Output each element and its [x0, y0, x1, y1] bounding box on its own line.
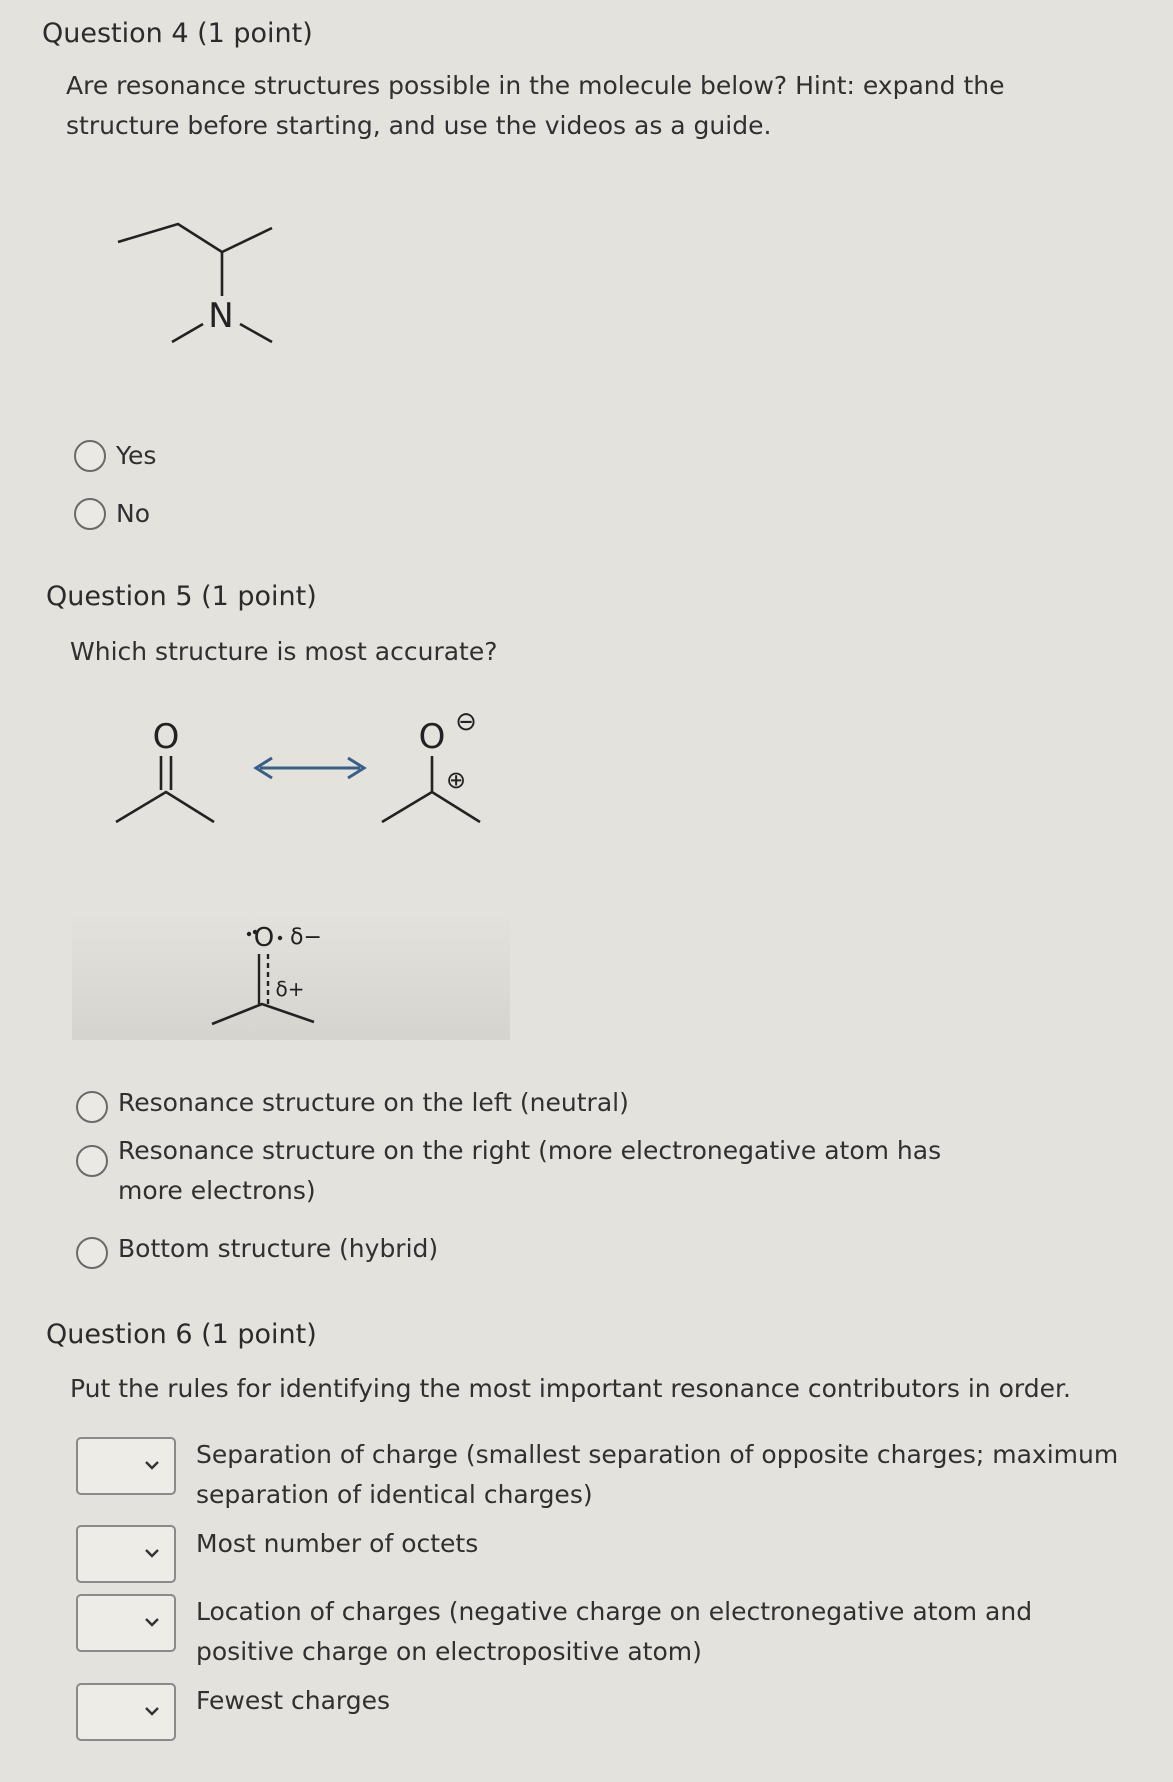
q5-radio-left[interactable]: [76, 1091, 108, 1123]
q5-resonance-diagram: [100, 700, 520, 840]
chevron-down-icon: [140, 1610, 164, 1634]
q5-delta-plus: δ+: [275, 977, 305, 1001]
question-5-title: Question 5 (1 point): [46, 581, 317, 612]
q5-option-left[interactable]: [76, 1083, 978, 1123]
q5-right-skeleton: [382, 792, 480, 822]
rule-order-select-1[interactable]: [76, 1437, 176, 1495]
rule-label-fewest-charges: Fewest charges: [196, 1686, 391, 1715]
q5-option-right-label: Resonance structure on the right (more electronegative atom has more electrons): [118, 1136, 942, 1205]
q5-option-hybrid-label: Bottom structure (hybrid): [118, 1234, 439, 1263]
q5-hybrid-diagram: [200, 910, 360, 1030]
rule-order-select-3[interactable]: [76, 1594, 176, 1652]
lone-pair-dot: [278, 936, 282, 940]
rule-label-separation-of-charge: Separation of charge (smallest separation of opposite charges; maximum separation of identical charges): [196, 1440, 1119, 1509]
q5-hybrid-oxygen: O: [253, 923, 275, 953]
rule-order-select-4[interactable]: [76, 1683, 176, 1741]
q5-option-hybrid[interactable]: [76, 1229, 978, 1269]
q4-option-no-label: No: [116, 499, 150, 528]
question-6-title: Question 6 (1 point): [46, 1319, 317, 1350]
q5-positive-charge: ⊕: [445, 766, 467, 794]
chevron-down-icon: [140, 1453, 164, 1477]
q5-option-left-label: Resonance structure on the left (neutral): [118, 1088, 629, 1117]
q5-right-oxygen: O: [418, 717, 446, 757]
question-4-title: Question 4 (1 point): [42, 18, 313, 49]
q4-nitrogen-label: N: [208, 296, 234, 336]
q5-radio-hybrid[interactable]: [76, 1237, 108, 1269]
q5-hybrid-skeleton: [212, 1004, 314, 1024]
lone-pair-dot: [247, 932, 251, 936]
q5-left-oxygen: O: [152, 717, 180, 757]
q4-molecule-diagram: [100, 200, 300, 360]
q4-option-no[interactable]: [74, 494, 150, 534]
question-5-prompt: Which structure is most accurate?: [70, 637, 498, 666]
chevron-down-icon: [140, 1699, 164, 1723]
q4-option-yes-label: Yes: [116, 441, 157, 470]
rule-label-most-octets: Most number of octets: [196, 1529, 479, 1558]
chevron-down-icon: [140, 1541, 164, 1565]
q4-option-yes[interactable]: [74, 436, 156, 476]
q4-left-methyl-bond: [172, 324, 203, 342]
q4-carbon-chain: [118, 224, 272, 252]
q4-radio-no[interactable]: [74, 498, 106, 530]
question-6-prompt: Put the rules for identifying the most important resonance contributors in order.: [70, 1374, 1071, 1403]
rule-label-location-of-charges: Location of charges (negative charge on electronegative atom and positive charge on electropositive atom): [196, 1597, 1033, 1666]
q5-delta-minus: δ−: [290, 925, 322, 950]
rule-order-select-2[interactable]: [76, 1525, 176, 1583]
q4-radio-yes[interactable]: [74, 440, 106, 472]
q5-negative-charge: ⊖: [455, 707, 477, 737]
q5-left-skeleton: [116, 792, 214, 822]
question-4-prompt: Are resonance structures possible in the molecule below? Hint: expand the structure before starting, and use the videos as a guide.: [66, 71, 1005, 140]
q4-right-methyl-bond: [240, 324, 272, 342]
q5-radio-right[interactable]: [76, 1145, 108, 1177]
q5-option-right[interactable]: [76, 1131, 978, 1211]
